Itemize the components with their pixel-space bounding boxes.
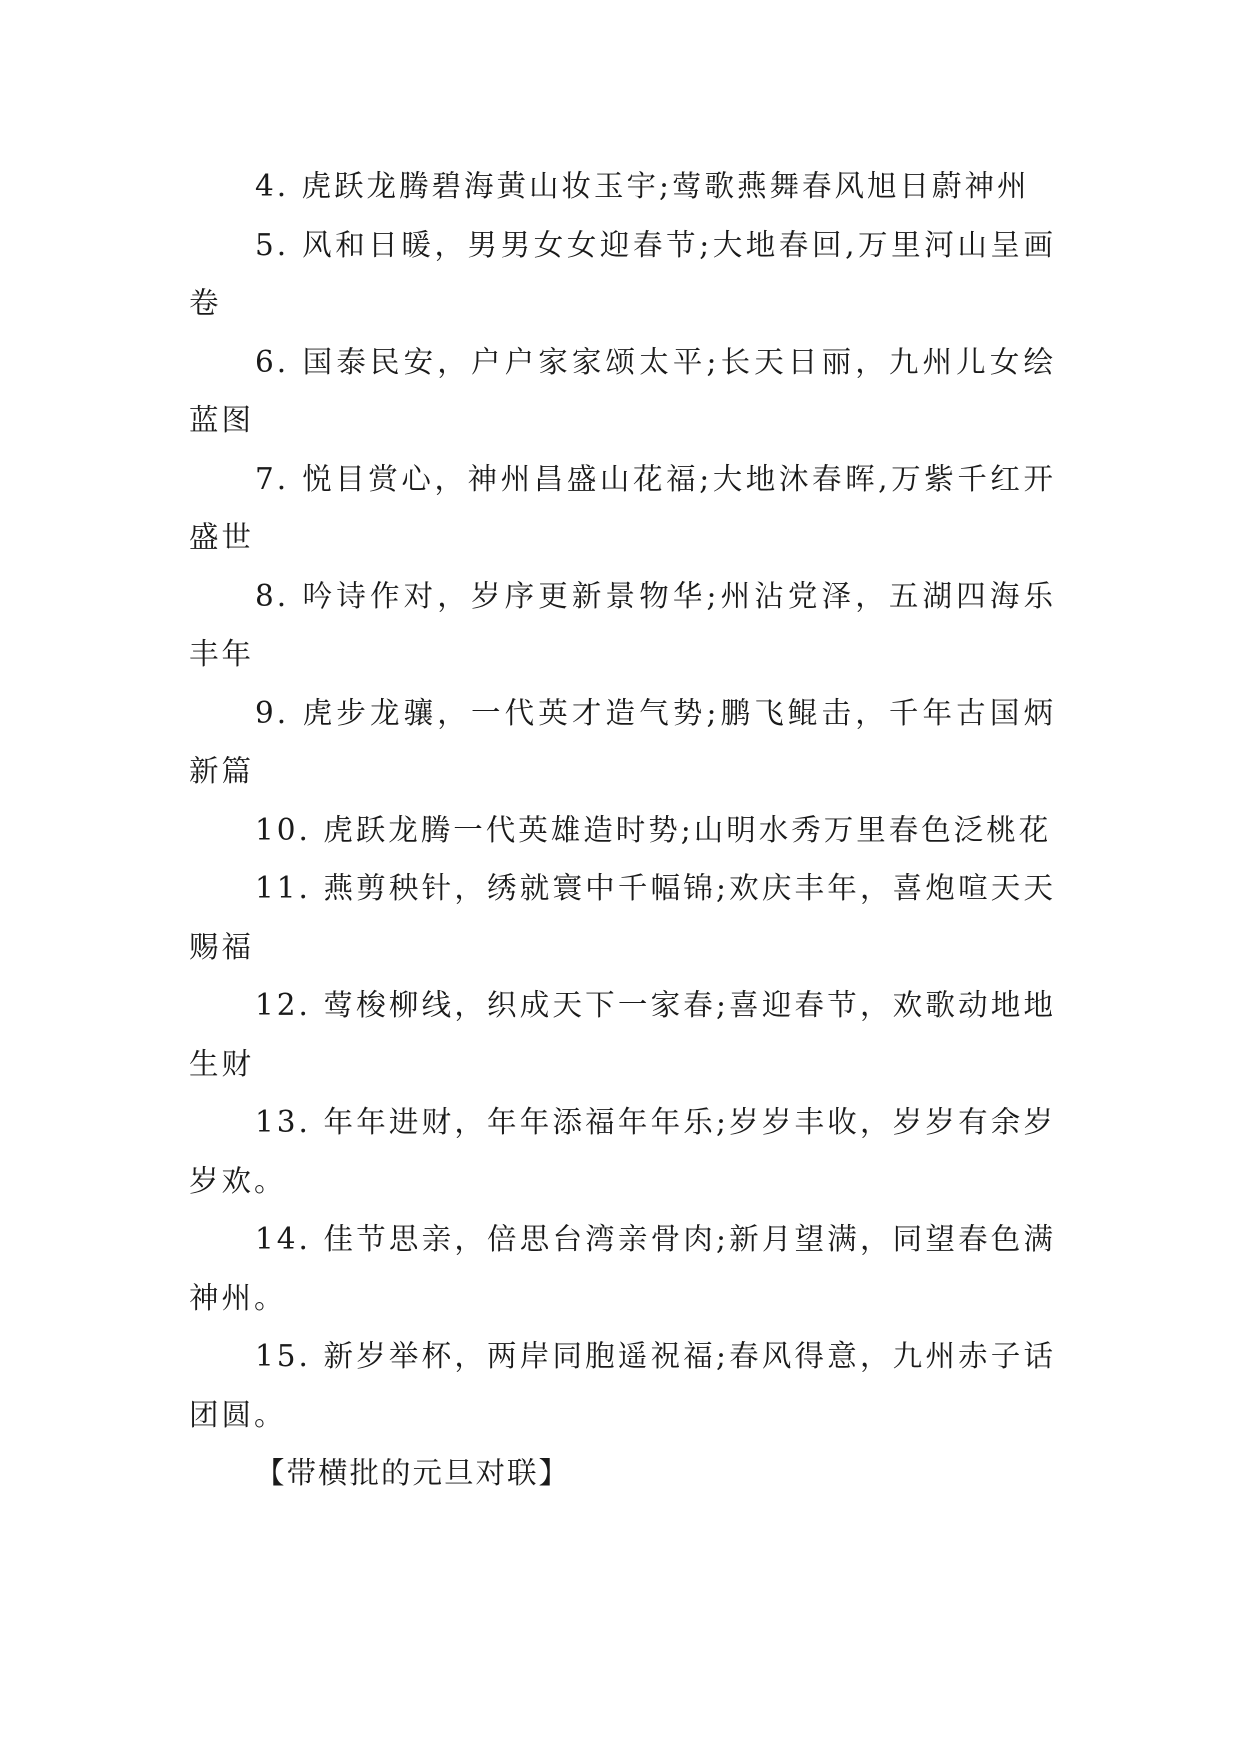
document-body: [189, 157, 1056, 1503]
couplet-4: 4. 虎跃龙腾碧海黄山妆玉宇;莺歌燕舞春风旭日蔚神州: [255, 169, 1030, 203]
couplet-12: 12. 莺梭柳线，织成天下一家春;喜迎春节，欢歌动地地生财: [189, 988, 1056, 1081]
couplet-14: 14. 佳节思亲，倍思台湾亲骨肉;新月望满，同望春色满神州。: [189, 1222, 1056, 1315]
couplet-13: 13. 年年进财，年年添福年年乐;岁岁丰收，岁岁有余岁岁欢。: [189, 1105, 1056, 1198]
couplet-10: 10. 虎跃龙腾一代英雄造时势;山明水秀万里春色泛桃花: [255, 812, 1052, 847]
couplet-9: 9. 虎步龙骧，一代英才造气势;鹏飞鲲击，千年古国炳新篇: [189, 695, 1056, 788]
couplet-6: 6. 国泰民安，户户家家颂太平;长天日丽，九州儿女绘蓝图: [189, 344, 1056, 437]
couplet-7: 7. 悦目赏心，神州昌盛山花福;大地沐春晖,万紫千红开盛世: [189, 461, 1056, 554]
couplet-5: 5. 风和日暖，男男女女迎春节;大地春回,万里河山呈画卷: [189, 227, 1056, 320]
couplet-11: 11. 燕剪秧针，绣就寰中千幅锦;欢庆丰年，喜炮喧天天赐福: [189, 871, 1056, 964]
couplet-8: 8. 吟诗作对，岁序更新景物华;州沾党泽，五湖四海乐丰年: [189, 578, 1056, 671]
section-heading: 【带横批的元旦对联】: [255, 1456, 571, 1490]
couplet-15: 15. 新岁举杯，两岸同胞遥祝福;春风得意，九州赤子话团圆。: [189, 1339, 1056, 1432]
